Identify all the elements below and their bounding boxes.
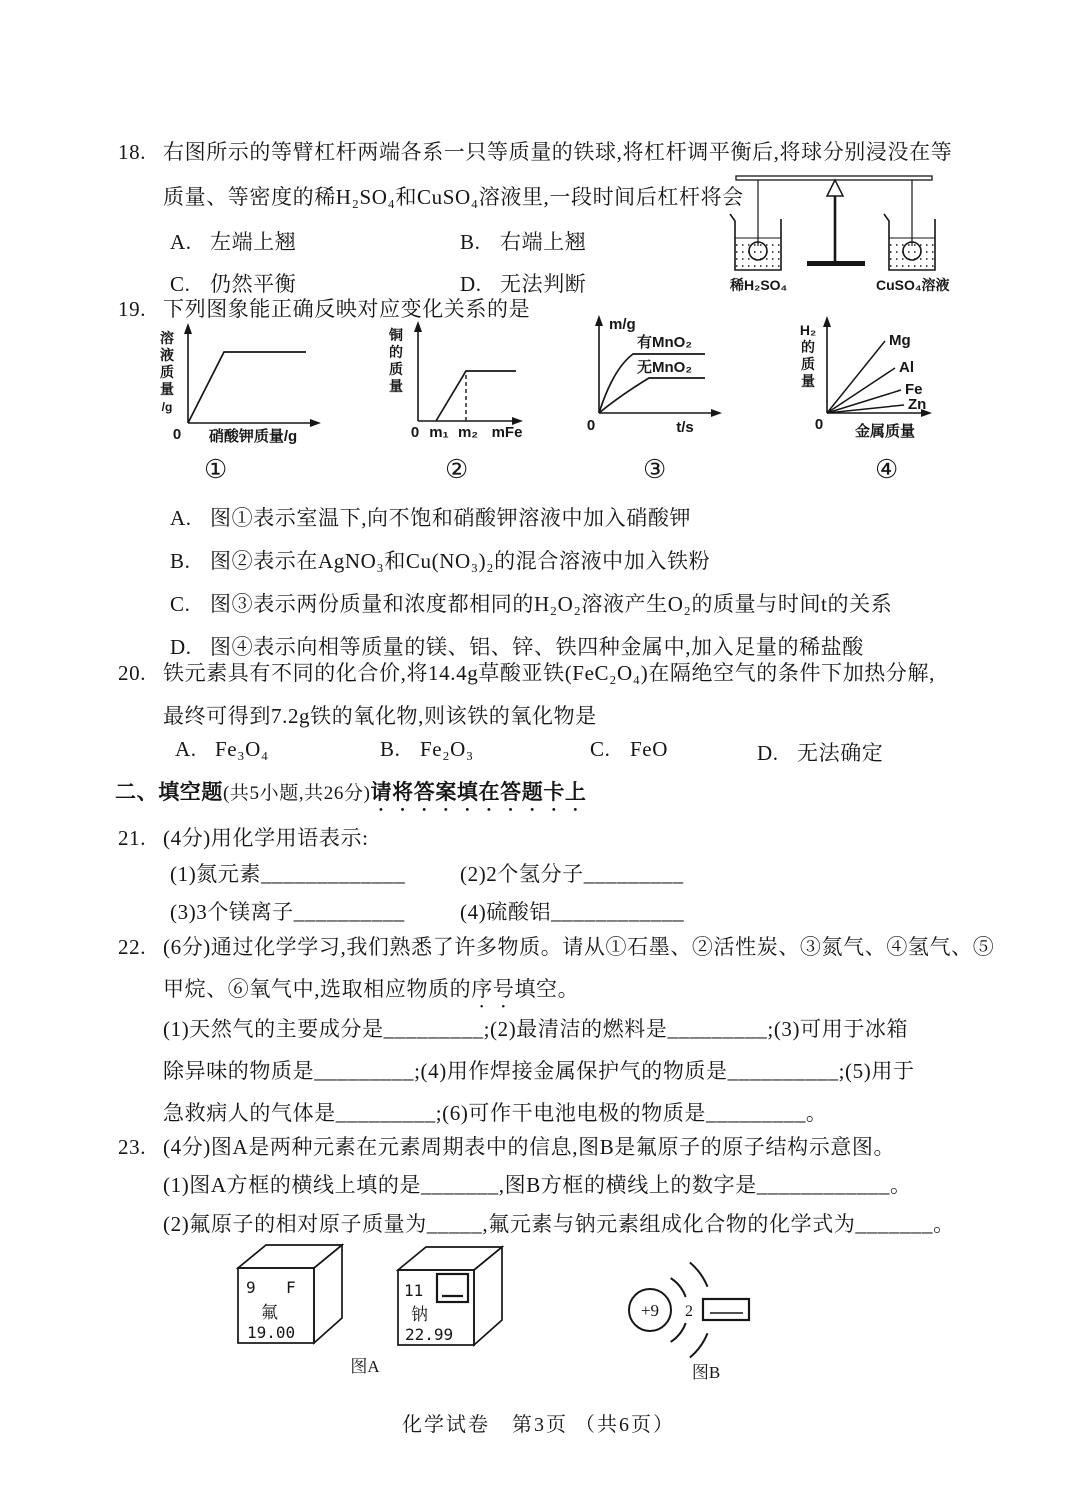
q22-line2-post: 填空。 [514, 977, 580, 1001]
shell2-arc-lower [690, 1333, 708, 1357]
fig-b-label: 图B [691, 1363, 721, 1382]
q18-option-b-label: B. [460, 230, 481, 254]
q19-option-a [170, 502, 691, 532]
g2-curve [436, 371, 516, 421]
fulcrum-triangle [827, 180, 843, 196]
g3-origin: 0 [586, 417, 596, 434]
q19-option-a-text: 图①表示室温下,向不饱和硝酸钾溶液中加入硝酸钾 [210, 506, 692, 530]
g2-origin: 0 [410, 424, 420, 441]
cube1-name: 氟 [261, 1303, 278, 1322]
graph-2-copper-mass [383, 316, 533, 451]
cube2-mass: 22.99 [405, 1325, 454, 1344]
g1-ylabel-char: /g [161, 400, 173, 414]
q18-option-b-text: 右端上翘 [500, 230, 587, 254]
cube2-atomic-number: 11 [404, 1281, 424, 1300]
fig-b-atomic-structure [600, 1245, 820, 1385]
q22-line1: (6分)通过化学学习,我们熟悉了许多物质。请从①石墨、②活性炭、③氮气、④氢气、⑤ [163, 935, 995, 959]
section2-note: 请将答案填在答题卡上 [370, 780, 587, 804]
graph-4-h2-mass-metals [775, 311, 960, 451]
q20-option-a-text: Fe₃O₄ [215, 737, 269, 761]
g2-ylabel-char: 量 [389, 378, 403, 394]
q20-option-c-text: FeO [630, 737, 668, 761]
q20-option-d [757, 737, 883, 767]
g1-curve [188, 352, 306, 423]
cube1-mass: 19.00 [247, 1323, 296, 1342]
q18-option-b [460, 226, 586, 256]
g2-tick-m1: m₁ [429, 424, 449, 441]
graph-1-id: ① [204, 455, 228, 484]
q20-option-a [175, 737, 269, 762]
g4-label-al: Al [899, 359, 914, 376]
q18-number: 18. [118, 140, 147, 164]
beam [736, 176, 932, 180]
q20-line2: 最终可得到7.2g铁的氧化物,则该铁的氧化物是 [163, 704, 597, 728]
g4-y-arrow [823, 316, 831, 327]
fig-a-element-cubes [215, 1238, 525, 1388]
g4-label-mg: Mg [889, 332, 911, 349]
q20-option-a-label: A. [175, 737, 197, 761]
q22-line2 [163, 973, 579, 1013]
stand-base [807, 261, 865, 266]
fig-a-label: 图A [350, 1357, 380, 1376]
q22-line4: 除异味的物质是_________;(4)用作焊接金属保护气的物质是__________;(5)用于 [163, 1059, 915, 1083]
g3-label-with-mno2: 有MnO₂ [637, 334, 692, 351]
nucleus-charge: +9 [640, 1301, 660, 1320]
lever-balance-diagram [718, 163, 968, 298]
graph-1-solution-mass [150, 316, 340, 451]
q21-item3: (3)3个镁离子__________ [170, 900, 405, 924]
q20-number: 20. [118, 661, 147, 685]
q23-line2: (1)图A方框的横线上填的是_______,图B方框的横线上的数字是____________。 [163, 1173, 912, 1197]
q23-number: 23. [118, 1135, 147, 1159]
q21-stem: (4分)用化学用语表示: [163, 826, 369, 850]
q20-option-d-text: 无法确定 [797, 741, 884, 765]
g1-xlabel: 硝酸钾质量/g [208, 428, 298, 445]
g1-ylabel-char: 量 [160, 381, 174, 397]
g2-xlabel: mFe [491, 424, 523, 441]
q19-option-c-label: C. [170, 592, 191, 616]
g3-y-arrow [595, 315, 603, 326]
section2-paren: (共5小题,共26分) [223, 783, 371, 804]
g4-ylabel-char: H₂ [799, 322, 817, 338]
cube2-side [474, 1247, 502, 1345]
left-beaker-label: 稀H₂SO₄ [730, 277, 788, 293]
g2-y-arrow [414, 321, 422, 332]
graph-4-id: ④ [875, 455, 899, 484]
cube1-side [314, 1245, 342, 1343]
q19-option-b-text: 图②表示在AgNO₃和Cu(NO₃)₂的混合溶液中加入铁粉 [210, 549, 711, 573]
q23-line1-row [118, 1131, 895, 1161]
q18-option-d-label: D. [460, 272, 482, 296]
g4-ylabel-char: 量 [801, 373, 815, 389]
shell1-electrons: 2 [685, 1303, 693, 1320]
q21-item1: (1)氮元素_____________ [170, 862, 406, 886]
q19-option-d-text: 图④表示向相等质量的镁、铝、锌、铁四种金属中,加入足量的稀盐酸 [210, 635, 864, 659]
g2-tick-m2: m₂ [457, 424, 479, 441]
g2-ylabel-char: 质 [389, 361, 403, 377]
g4-origin: 0 [814, 416, 824, 433]
g4-ylabel-char: 的 [801, 339, 815, 355]
q22-number: 22. [118, 935, 147, 959]
q18-option-a-label: A. [170, 230, 192, 254]
section2-title: 二、填空题 [115, 780, 223, 804]
q18-option-a-text: 左端上翘 [210, 230, 297, 254]
q20-option-b [380, 737, 474, 762]
g3-label-without-mno2: 无MnO₂ [637, 359, 692, 376]
shell2-blank-box [703, 1299, 749, 1320]
q22-line1-row [118, 931, 994, 961]
q21-item4: (4)硫酸铝____________ [460, 900, 685, 924]
q22-line3: (1)天然气的主要成分是_________;(2)最清洁的燃料是_________;(3)可用于冰箱 [163, 1017, 909, 1041]
q23-line3: (2)氟原子的相对原子质量为_____,氟元素与钠元素组成化合物的化学式为_______。 [163, 1212, 955, 1236]
g4-label-fe: Fe [905, 381, 923, 398]
q18-line1-row [118, 136, 952, 166]
q20-line1: 铁元素具有不同的化合价,将14.4g草酸亚铁(FeC₂O₄)在隔绝空气的条件下加热分解, [163, 661, 935, 685]
q20-option-b-label: B. [380, 737, 401, 761]
g3-ylabel: m/g [609, 316, 636, 333]
q20-option-b-text: Fe₂O₃ [420, 737, 474, 761]
q19-option-b-label: B. [170, 549, 191, 573]
q18-line1: 右图所示的等臂杠杆两端各系一只等质量的铁球,将杠杆调平衡后,将球分别浸没在等 [163, 140, 953, 164]
cube2-name: 钠 [411, 1305, 428, 1324]
q21-stem-row [118, 822, 369, 852]
g2-ylabel-char: 铜 [389, 327, 403, 343]
cube1-atomic-number: 9 [246, 1278, 256, 1297]
g3-curve-without-mno2 [599, 378, 705, 413]
g3-xlabel: t/s [676, 419, 694, 436]
g1-ylabel-char: 质 [160, 364, 174, 380]
g4-xlabel: 金属质量 [854, 423, 916, 440]
cube2-top [398, 1247, 502, 1270]
q21-item2: (2)2个氢分子_________ [460, 862, 684, 886]
g1-y-arrow [184, 323, 192, 334]
g2-ylabel-char: 的 [389, 344, 403, 360]
q19-option-a-label: A. [170, 506, 192, 530]
g1-ylabel-char: 液 [160, 347, 174, 363]
q19-option-d-label: D. [170, 635, 192, 659]
shell1-arc-lower [671, 1323, 686, 1342]
q22-line2-pre: 甲烷、⑥氧气中,选取相应物质的 [163, 977, 472, 1001]
q18-line2: 质量、等密度的稀H₂SO₄和CuSO₄溶液里,一段时间后杠杆将会 [163, 185, 744, 209]
q18-option-d-text: 无法判断 [500, 272, 587, 296]
cube1-symbol: F [286, 1278, 296, 1297]
q19-number: 19. [118, 297, 147, 321]
g1-ylabel-char: 溶 [160, 330, 174, 346]
q19-option-b [170, 545, 710, 575]
shell2-arc-upper [690, 1263, 708, 1287]
g4-line-mg [827, 341, 885, 413]
page-footer: 化学试卷 第3页 （共6页） [402, 1414, 675, 1436]
graph-3-mno2-curves [583, 311, 733, 451]
graph-3-id: ③ [643, 455, 667, 484]
q19-option-c-text: 图③表示两份质量和浓度都相同的H₂O₂溶液产生O₂的质量与时间t的关系 [210, 592, 893, 616]
q23-line1: (4分)图A是两种元素在元素周期表中的信息,图B是氟原子的原子结构示意图。 [163, 1135, 896, 1159]
q22-line2-emphasized: 序号 [471, 977, 515, 1001]
q20-option-d-label: D. [757, 741, 779, 765]
q18-option-a [170, 226, 296, 256]
q18-option-c-label: C. [170, 272, 191, 296]
cube2-symbol-blank-box [437, 1274, 468, 1302]
section2-heading [115, 776, 587, 816]
q19-option-c [170, 588, 892, 618]
graph-2-id: ② [445, 455, 469, 484]
q18-option-c-text: 仍然平衡 [210, 272, 297, 296]
cube1-top [238, 1245, 342, 1268]
q22-line5: 急救病人的气体是_________;(6)可作干电池电极的物质是_________。 [163, 1101, 828, 1125]
shell1-arc-upper [671, 1278, 686, 1297]
q19-stem: 下列图象能正确反映对应变化关系的是 [163, 297, 531, 321]
q20-option-c [590, 737, 668, 762]
g4-ylabel-char: 质 [801, 356, 815, 372]
g1-x-arrow [310, 419, 321, 427]
g3-x-arrow [711, 409, 722, 417]
q20-line1-row [118, 657, 935, 687]
g4-label-zn: Zn [908, 396, 927, 413]
q21-number: 21. [118, 826, 147, 850]
g1-origin: 0 [172, 426, 182, 443]
right-beaker-label: CuSO₄溶液 [876, 277, 950, 293]
q20-option-c-label: C. [590, 737, 611, 761]
